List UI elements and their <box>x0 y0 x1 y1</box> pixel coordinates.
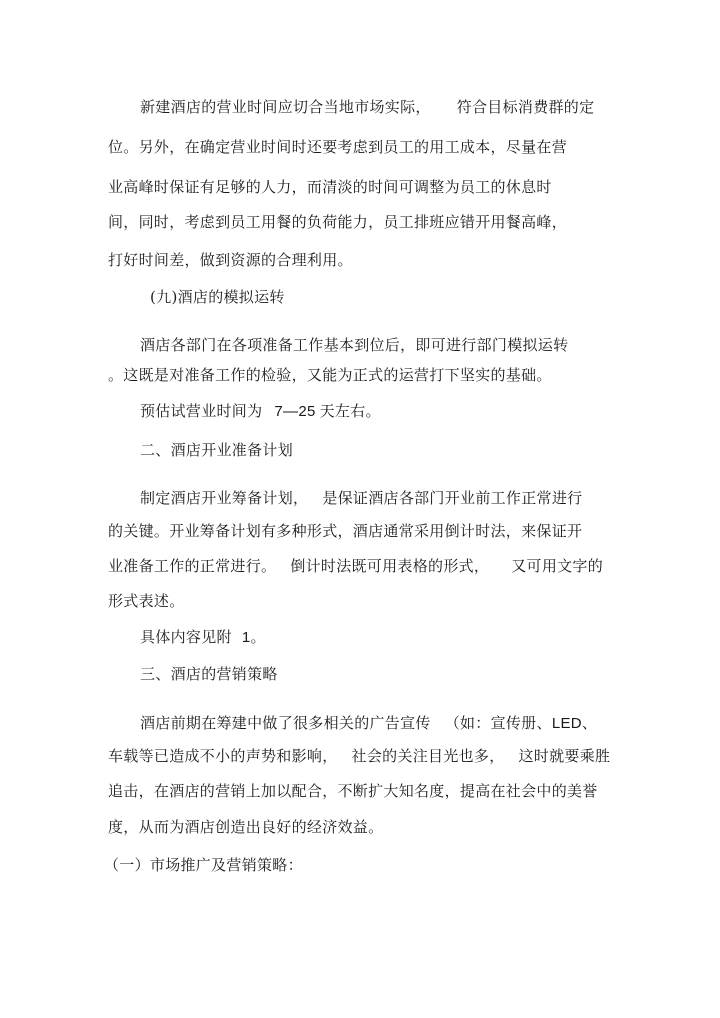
text-run: 酒店前期在筹建中做了很多相关的广告宣传 <box>140 714 431 732</box>
text-run: 符合目标消费群的定 <box>456 98 595 116</box>
text-run: 预估试营业时间为 <box>140 402 263 420</box>
text-run: 业准备工作的正常进行。 <box>108 557 277 575</box>
text-run: 、 <box>581 714 598 732</box>
appendix-number: 1。 <box>241 629 266 646</box>
para-2-line-1: 酒店各部门在各项准备工作基本到位后，即可进行部门模拟运转 <box>140 336 569 354</box>
section-heading-2: 二、酒店开业准备计划 <box>140 441 294 459</box>
para-5-line-1 <box>140 627 266 648</box>
para-4-line-2: 的关键。开业筹备计划有多种形式，酒店通常采用倒计时法，来保证开 <box>108 522 583 540</box>
para-6-line-3: 追击，在酒店的营销上加以配合，不断扩大知名度，提高在社会中的美誉 <box>108 782 598 800</box>
text-run: 新建酒店的营业时间应切合当地市场实际， <box>140 98 431 116</box>
para-1-line-2: 位。另外，在确定营业时间时还要考虑到员工的用工成本，尽量在营 <box>108 138 568 156</box>
para-6-line-2 <box>108 746 610 766</box>
subsection-heading-1: （一）市场推广及营销策略： <box>104 856 303 874</box>
para-6-line-4: 度，从而为酒店创造出良好的经济效益。 <box>108 818 384 836</box>
text-run: 车载等已造成不小的声势和影响， <box>108 747 338 765</box>
text-run: 又可用文字的 <box>511 557 604 575</box>
section-heading-9: (九)酒店的模拟运转 <box>150 288 285 306</box>
para-4-line-3 <box>108 556 603 576</box>
para-1-line-3: 业高峰时保证有足够的人力，而清淡的时间可调整为员工的休息时 <box>108 178 552 196</box>
text-run: 天左右。 <box>319 402 381 420</box>
text-run: 社会的关注目光也多， <box>351 747 505 765</box>
para-2-line-2: 。这既是对准备工作的检验，又能为正式的运营打下坚实的基础。 <box>108 366 552 384</box>
para-4-line-1 <box>140 488 582 508</box>
section-heading-3: 三、酒店的营销策略 <box>140 665 278 683</box>
text-run: 这时就要乘胜 <box>518 747 611 765</box>
para-1-line-5: 打好时间差，做到资源的合理利用。 <box>108 251 353 269</box>
para-1-line-4: 间，同时，考虑到员工用餐的负荷能力，员工排班应错开用餐高峰， <box>108 213 568 231</box>
para-1-line-1 <box>140 97 594 117</box>
text-run: 倒计时法既可用表格的形式， <box>290 557 490 575</box>
text-run: 制定酒店开业筹备计划， <box>140 489 309 507</box>
para-3-line-1 <box>140 401 381 422</box>
text-run: 具体内容见附 <box>140 628 232 646</box>
text-run: 是保证酒店各部门开业前工作正常进行 <box>322 489 583 507</box>
para-6-line-1 <box>140 713 597 734</box>
para-4-line-4: 形式表述。 <box>108 592 185 610</box>
text-run: （如：宣传册、 <box>444 714 552 732</box>
number-range: 7—25 <box>274 403 316 420</box>
text-run-latin: LED <box>551 715 582 732</box>
